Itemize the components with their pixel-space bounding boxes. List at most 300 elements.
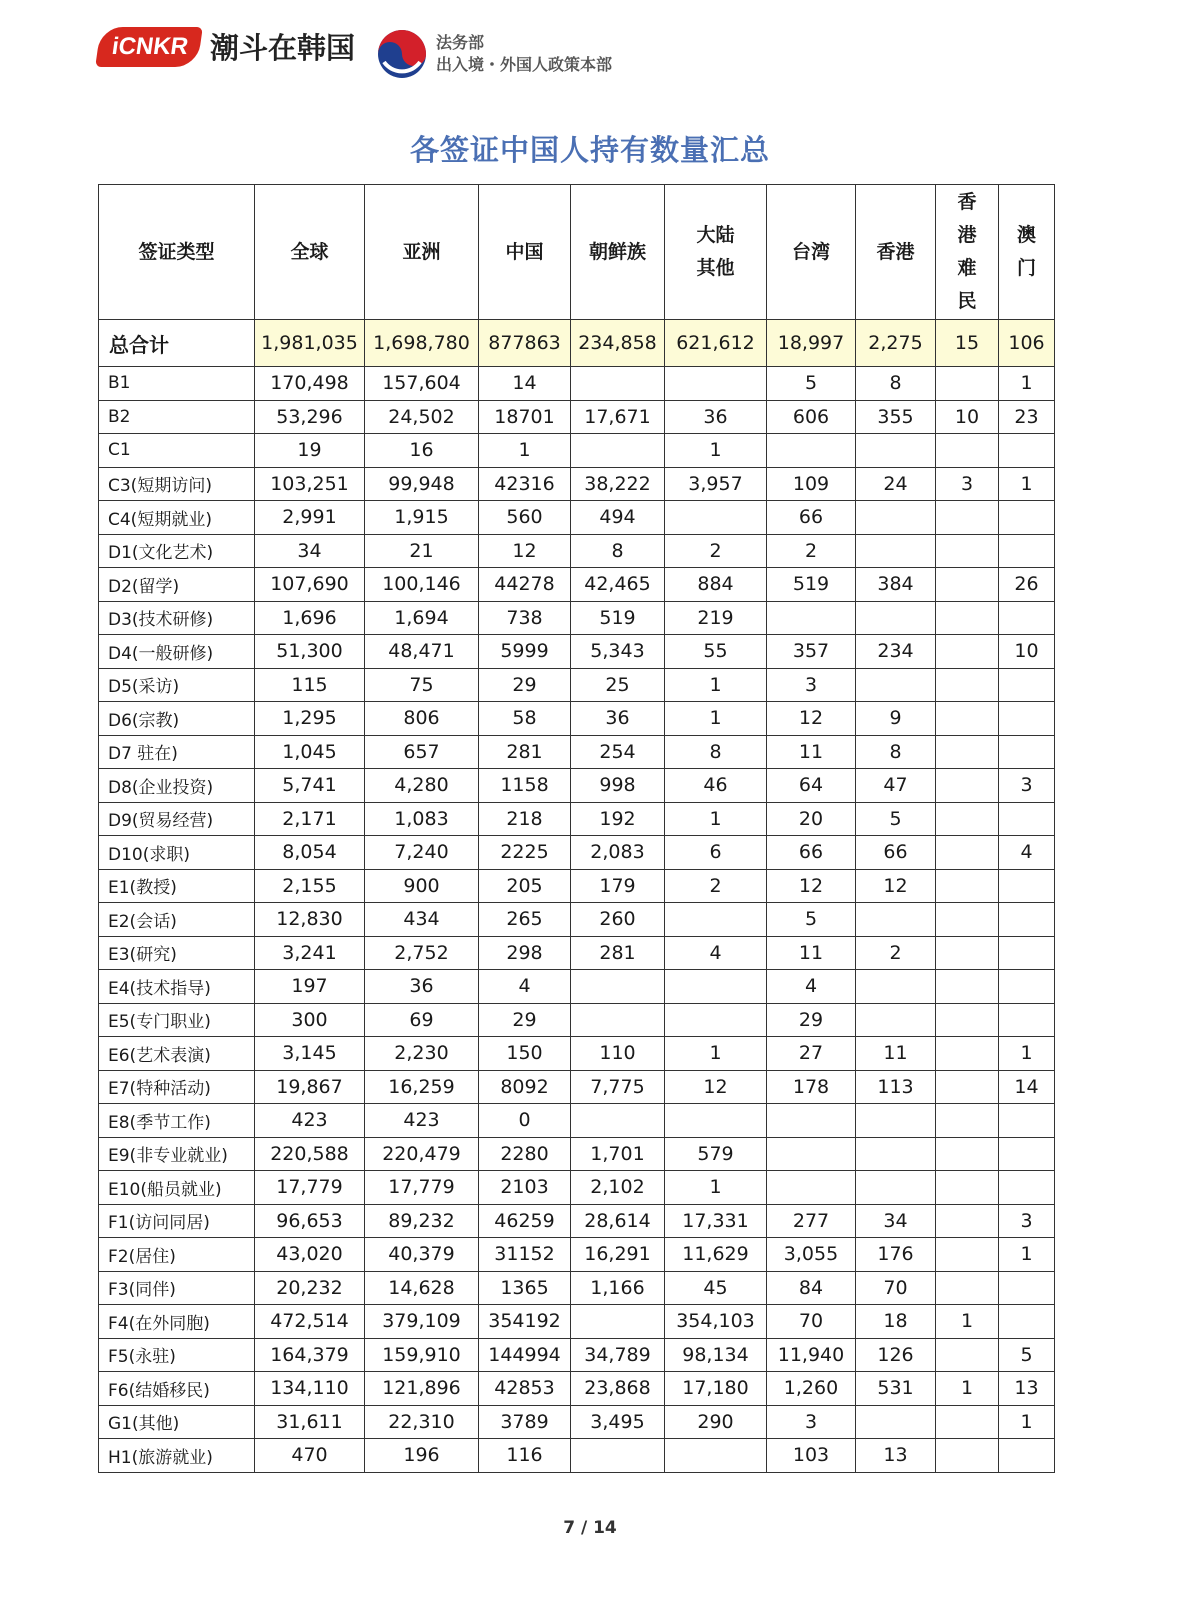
table-row	[99, 434, 1055, 468]
count-cell: 11	[856, 1037, 936, 1071]
count-cell: 17,331	[665, 1204, 767, 1238]
visa-type-cell: E6(艺术表演)	[99, 1037, 255, 1071]
count-cell: 2,275	[856, 320, 936, 367]
count-cell: 519	[571, 601, 665, 635]
count-cell: 179	[571, 869, 665, 903]
count-cell	[999, 1271, 1055, 1305]
count-cell: 11,629	[665, 1238, 767, 1272]
count-cell: 1,981,035	[255, 320, 365, 367]
count-cell: 1	[936, 1372, 999, 1406]
count-cell	[665, 970, 767, 1004]
count-cell: 36	[365, 970, 479, 1004]
count-cell: 355	[856, 400, 936, 434]
count-cell: 170,498	[255, 367, 365, 401]
count-cell: 17,779	[365, 1171, 479, 1205]
count-cell: 96,653	[255, 1204, 365, 1238]
count-cell: 8	[856, 367, 936, 401]
count-cell: 31152	[479, 1238, 571, 1272]
moj-line1: 法务部	[436, 33, 485, 52]
count-cell: 196	[365, 1439, 479, 1473]
count-cell: 1	[665, 1171, 767, 1205]
table-row	[99, 1405, 1055, 1439]
count-cell: 34	[856, 1204, 936, 1238]
count-cell: 7,775	[571, 1070, 665, 1104]
count-cell: 1,260	[767, 1372, 856, 1406]
count-cell	[571, 434, 665, 468]
count-cell: 2	[665, 534, 767, 568]
count-cell: 13	[999, 1372, 1055, 1406]
page-title: 各签证中国人持有数量汇总	[409, 133, 770, 167]
count-cell: 42,465	[571, 568, 665, 602]
count-cell	[936, 836, 999, 870]
count-cell: 1	[999, 367, 1055, 401]
count-cell	[571, 1305, 665, 1339]
count-cell: 1158	[479, 769, 571, 803]
count-cell	[999, 903, 1055, 937]
count-cell: 2,991	[255, 501, 365, 535]
count-cell: 3	[936, 467, 999, 501]
count-cell: 884	[665, 568, 767, 602]
count-cell: 8092	[479, 1070, 571, 1104]
count-cell: 657	[365, 735, 479, 769]
count-cell: 19	[255, 434, 365, 468]
count-cell	[936, 936, 999, 970]
count-cell: 2,083	[571, 836, 665, 870]
visa-type-cell: E1(教授)	[99, 869, 255, 903]
count-cell	[571, 1439, 665, 1473]
count-cell: 234	[856, 635, 936, 669]
count-cell: 103	[767, 1439, 856, 1473]
page-number: 7 / 14	[563, 1518, 617, 1538]
visa-type-cell: E3(研究)	[99, 936, 255, 970]
count-cell: 6	[665, 836, 767, 870]
count-cell: 1	[999, 1238, 1055, 1272]
count-cell: 384	[856, 568, 936, 602]
count-cell: 34,789	[571, 1338, 665, 1372]
table-row	[99, 1003, 1055, 1037]
count-cell: 70	[767, 1305, 856, 1339]
count-cell	[767, 1137, 856, 1171]
count-cell	[856, 668, 936, 702]
total-row	[99, 320, 1055, 367]
count-cell	[999, 869, 1055, 903]
visa-type-cell: F4(在外同胞)	[99, 1305, 255, 1339]
count-cell: 5	[767, 903, 856, 937]
count-cell: 14,628	[365, 1271, 479, 1305]
count-cell: 38,222	[571, 467, 665, 501]
count-cell: 3,145	[255, 1037, 365, 1071]
count-cell: 0	[479, 1104, 571, 1138]
visa-type-cell: D1(文化艺术)	[99, 534, 255, 568]
count-cell: 16,259	[365, 1070, 479, 1104]
count-cell: 164,379	[255, 1338, 365, 1372]
table-row	[99, 400, 1055, 434]
count-cell	[999, 1137, 1055, 1171]
count-cell: 36	[665, 400, 767, 434]
column-header: 澳 门	[999, 185, 1055, 320]
count-cell: 16,291	[571, 1238, 665, 1272]
count-cell: 220,588	[255, 1137, 365, 1171]
count-cell: 219	[665, 601, 767, 635]
visa-type-cell: F1(访问同居)	[99, 1204, 255, 1238]
count-cell	[999, 601, 1055, 635]
count-cell: 354,103	[665, 1305, 767, 1339]
table-row	[99, 1104, 1055, 1138]
table-row	[99, 601, 1055, 635]
count-cell: 18	[856, 1305, 936, 1339]
count-cell: 12	[767, 702, 856, 736]
count-cell: 12,830	[255, 903, 365, 937]
table-row	[99, 936, 1055, 970]
count-cell: 66	[767, 501, 856, 535]
count-cell: 34	[255, 534, 365, 568]
count-cell: 23	[999, 400, 1055, 434]
count-cell	[936, 1439, 999, 1473]
count-cell: 27	[767, 1037, 856, 1071]
count-cell	[936, 1271, 999, 1305]
visa-type-cell: H1(旅游就业)	[99, 1439, 255, 1473]
count-cell: 70	[856, 1271, 936, 1305]
column-header: 台湾	[767, 185, 856, 320]
count-cell: 36	[571, 702, 665, 736]
count-cell: 23,868	[571, 1372, 665, 1406]
count-cell: 260	[571, 903, 665, 937]
visa-type-cell: C3(短期访问)	[99, 467, 255, 501]
count-cell: 998	[571, 769, 665, 803]
count-cell: 218	[479, 802, 571, 836]
count-cell	[665, 1003, 767, 1037]
count-cell	[767, 434, 856, 468]
count-cell: 126	[856, 1338, 936, 1372]
count-cell: 25	[571, 668, 665, 702]
count-cell	[936, 735, 999, 769]
count-cell	[856, 970, 936, 1004]
count-cell: 20,232	[255, 1271, 365, 1305]
visa-type-cell: E9(非专业就业)	[99, 1137, 255, 1171]
count-cell: 2	[767, 534, 856, 568]
count-cell: 277	[767, 1204, 856, 1238]
taegeuk-emblem-icon	[376, 28, 428, 80]
column-header: 大陆 其他	[665, 185, 767, 320]
count-cell: 434	[365, 903, 479, 937]
count-cell: 24,502	[365, 400, 479, 434]
count-cell	[936, 869, 999, 903]
table-row	[99, 1171, 1055, 1205]
count-cell	[856, 1104, 936, 1138]
count-cell: 3,241	[255, 936, 365, 970]
count-cell: 8	[856, 735, 936, 769]
count-cell: 75	[365, 668, 479, 702]
count-cell	[665, 903, 767, 937]
count-cell: 423	[255, 1104, 365, 1138]
count-cell: 1,694	[365, 601, 479, 635]
count-cell: 3	[999, 1204, 1055, 1238]
count-cell: 3,055	[767, 1238, 856, 1272]
count-cell: 28,614	[571, 1204, 665, 1238]
table-row	[99, 1037, 1055, 1071]
count-cell: 4	[767, 970, 856, 1004]
table-row	[99, 1137, 1055, 1171]
visa-type-cell: F3(同伴)	[99, 1271, 255, 1305]
count-cell	[936, 1037, 999, 1071]
visa-type-cell: B2	[99, 400, 255, 434]
count-cell: 12	[767, 869, 856, 903]
table-row	[99, 702, 1055, 736]
count-cell	[999, 735, 1055, 769]
count-cell: 4	[479, 970, 571, 1004]
count-cell	[936, 1405, 999, 1439]
count-cell: 116	[479, 1439, 571, 1473]
count-cell: 300	[255, 1003, 365, 1037]
count-cell	[999, 802, 1055, 836]
count-cell: 5,741	[255, 769, 365, 803]
count-cell	[999, 936, 1055, 970]
count-cell: 357	[767, 635, 856, 669]
count-cell: 24	[856, 467, 936, 501]
count-cell	[999, 1003, 1055, 1037]
count-cell: 1	[665, 802, 767, 836]
count-cell: 197	[255, 970, 365, 1004]
visa-type-cell: D10(求职)	[99, 836, 255, 870]
visa-stats-table	[98, 184, 1055, 1473]
count-cell: 19,867	[255, 1070, 365, 1104]
count-cell: 12	[665, 1070, 767, 1104]
count-cell: 43,020	[255, 1238, 365, 1272]
count-cell	[936, 802, 999, 836]
count-cell: 107,690	[255, 568, 365, 602]
count-cell: 2225	[479, 836, 571, 870]
count-cell: 115	[255, 668, 365, 702]
count-cell: 1	[665, 668, 767, 702]
count-cell	[936, 970, 999, 1004]
count-cell	[936, 367, 999, 401]
count-cell	[936, 903, 999, 937]
count-cell: 1	[479, 434, 571, 468]
count-cell: 5	[856, 802, 936, 836]
count-cell: 157,604	[365, 367, 479, 401]
count-cell: 11,940	[767, 1338, 856, 1372]
count-cell: 10	[999, 635, 1055, 669]
count-cell: 42316	[479, 467, 571, 501]
visa-type-cell: F6(结婚移民)	[99, 1372, 255, 1406]
count-cell: 4	[999, 836, 1055, 870]
count-cell: 220,479	[365, 1137, 479, 1171]
column-header: 香港	[856, 185, 936, 320]
count-cell	[999, 1171, 1055, 1205]
count-cell: 98,134	[665, 1338, 767, 1372]
count-cell	[571, 970, 665, 1004]
count-cell: 2,171	[255, 802, 365, 836]
count-cell: 11	[767, 735, 856, 769]
count-cell	[856, 1171, 936, 1205]
visa-type-cell: E8(季节工作)	[99, 1104, 255, 1138]
count-cell: 20	[767, 802, 856, 836]
count-cell	[571, 367, 665, 401]
count-cell: 354192	[479, 1305, 571, 1339]
visa-type-cell: C1	[99, 434, 255, 468]
column-header: 香 港 难 民	[936, 185, 999, 320]
count-cell: 58	[479, 702, 571, 736]
count-cell: 1	[999, 1405, 1055, 1439]
count-cell: 4	[665, 936, 767, 970]
count-cell: 106	[999, 320, 1055, 367]
count-cell: 89,232	[365, 1204, 479, 1238]
count-cell: 11	[767, 936, 856, 970]
count-cell: 290	[665, 1405, 767, 1439]
count-cell	[665, 367, 767, 401]
count-cell: 2,752	[365, 936, 479, 970]
count-cell	[936, 1003, 999, 1037]
count-cell: 31,611	[255, 1405, 365, 1439]
count-cell	[999, 434, 1055, 468]
table-row	[99, 534, 1055, 568]
count-cell: 1	[665, 702, 767, 736]
table-row	[99, 836, 1055, 870]
count-cell: 379,109	[365, 1305, 479, 1339]
count-cell: 42853	[479, 1372, 571, 1406]
count-cell: 22,310	[365, 1405, 479, 1439]
page-header	[0, 0, 1180, 110]
table-row	[99, 769, 1055, 803]
table-row	[99, 568, 1055, 602]
count-cell: 109	[767, 467, 856, 501]
count-cell: 281	[479, 735, 571, 769]
visa-type-cell: D9(贸易经营)	[99, 802, 255, 836]
count-cell	[767, 601, 856, 635]
count-cell	[999, 668, 1055, 702]
count-cell	[936, 702, 999, 736]
count-cell	[936, 501, 999, 535]
count-cell: 159,910	[365, 1338, 479, 1372]
count-cell: 423	[365, 1104, 479, 1138]
count-cell: 178	[767, 1070, 856, 1104]
count-cell: 18,997	[767, 320, 856, 367]
visa-type-cell: D4(一般研修)	[99, 635, 255, 669]
count-cell	[856, 601, 936, 635]
count-cell: 69	[365, 1003, 479, 1037]
icnkr-name: 潮斗在韩国	[210, 31, 356, 65]
visa-type-cell: D3(技术研修)	[99, 601, 255, 635]
visa-type-cell: E10(船员就业)	[99, 1171, 255, 1205]
count-cell	[571, 1003, 665, 1037]
count-cell	[856, 534, 936, 568]
count-cell: 14	[479, 367, 571, 401]
count-cell: 1	[999, 1037, 1055, 1071]
count-cell: 44278	[479, 568, 571, 602]
count-cell: 8,054	[255, 836, 365, 870]
count-cell	[936, 1070, 999, 1104]
table-row	[99, 367, 1055, 401]
count-cell: 192	[571, 802, 665, 836]
count-cell: 1	[665, 1037, 767, 1071]
count-cell: 5,343	[571, 635, 665, 669]
count-cell: 9	[856, 702, 936, 736]
table-row	[99, 467, 1055, 501]
column-header: 中国	[479, 185, 571, 320]
count-cell: 738	[479, 601, 571, 635]
visa-type-cell: F5(永驻)	[99, 1338, 255, 1372]
count-cell: 1,295	[255, 702, 365, 736]
visa-type-cell: D6(宗教)	[99, 702, 255, 736]
count-cell: 1	[999, 467, 1055, 501]
count-cell: 2,155	[255, 869, 365, 903]
count-cell	[767, 1104, 856, 1138]
count-cell: 17,779	[255, 1171, 365, 1205]
count-cell: 1,698,780	[365, 320, 479, 367]
count-cell	[856, 434, 936, 468]
table-row	[99, 1338, 1055, 1372]
count-cell: 3,495	[571, 1405, 665, 1439]
count-cell: 55	[665, 635, 767, 669]
visa-type-cell: E2(会话)	[99, 903, 255, 937]
count-cell: 900	[365, 869, 479, 903]
table-row	[99, 903, 1055, 937]
count-cell: 134,110	[255, 1372, 365, 1406]
count-cell: 17,180	[665, 1372, 767, 1406]
count-cell: 2280	[479, 1137, 571, 1171]
count-cell	[999, 501, 1055, 535]
count-cell: 3	[999, 769, 1055, 803]
count-cell: 29	[479, 668, 571, 702]
visa-type-cell: F2(居住)	[99, 1238, 255, 1272]
table-row	[99, 635, 1055, 669]
count-cell	[936, 635, 999, 669]
count-cell: 298	[479, 936, 571, 970]
count-cell	[936, 1204, 999, 1238]
count-cell	[999, 702, 1055, 736]
count-cell	[856, 1405, 936, 1439]
count-cell: 3,957	[665, 467, 767, 501]
count-cell: 103,251	[255, 467, 365, 501]
table-row	[99, 970, 1055, 1004]
visa-type-cell: B1	[99, 367, 255, 401]
count-cell: 12	[856, 869, 936, 903]
visa-type-cell: C4(短期就业)	[99, 501, 255, 535]
count-cell: 470	[255, 1439, 365, 1473]
count-cell: 1365	[479, 1271, 571, 1305]
visa-type-cell: 总合计	[99, 320, 255, 367]
count-cell: 205	[479, 869, 571, 903]
count-cell	[936, 434, 999, 468]
count-cell: 13	[856, 1439, 936, 1473]
count-cell: 14	[999, 1070, 1055, 1104]
visa-type-cell: E5(专门职业)	[99, 1003, 255, 1037]
count-cell: 176	[856, 1238, 936, 1272]
count-cell	[999, 970, 1055, 1004]
count-cell: 18701	[479, 400, 571, 434]
count-cell	[936, 568, 999, 602]
count-cell: 531	[856, 1372, 936, 1406]
visa-type-cell: E4(技术指导)	[99, 970, 255, 1004]
count-cell: 2,230	[365, 1037, 479, 1071]
count-cell	[936, 1104, 999, 1138]
table-row	[99, 668, 1055, 702]
count-cell	[856, 1003, 936, 1037]
moj-line2: 出入境・外国人政策本部	[436, 55, 613, 74]
count-cell	[999, 1439, 1055, 1473]
count-cell: 46	[665, 769, 767, 803]
count-cell: 66	[856, 836, 936, 870]
table-header-row	[99, 185, 1055, 320]
count-cell	[936, 668, 999, 702]
count-cell: 519	[767, 568, 856, 602]
icnkr-badge: iCNKR	[95, 27, 203, 67]
count-cell	[999, 1305, 1055, 1339]
count-cell: 29	[767, 1003, 856, 1037]
count-cell: 66	[767, 836, 856, 870]
count-cell: 579	[665, 1137, 767, 1171]
table-row	[99, 1372, 1055, 1406]
